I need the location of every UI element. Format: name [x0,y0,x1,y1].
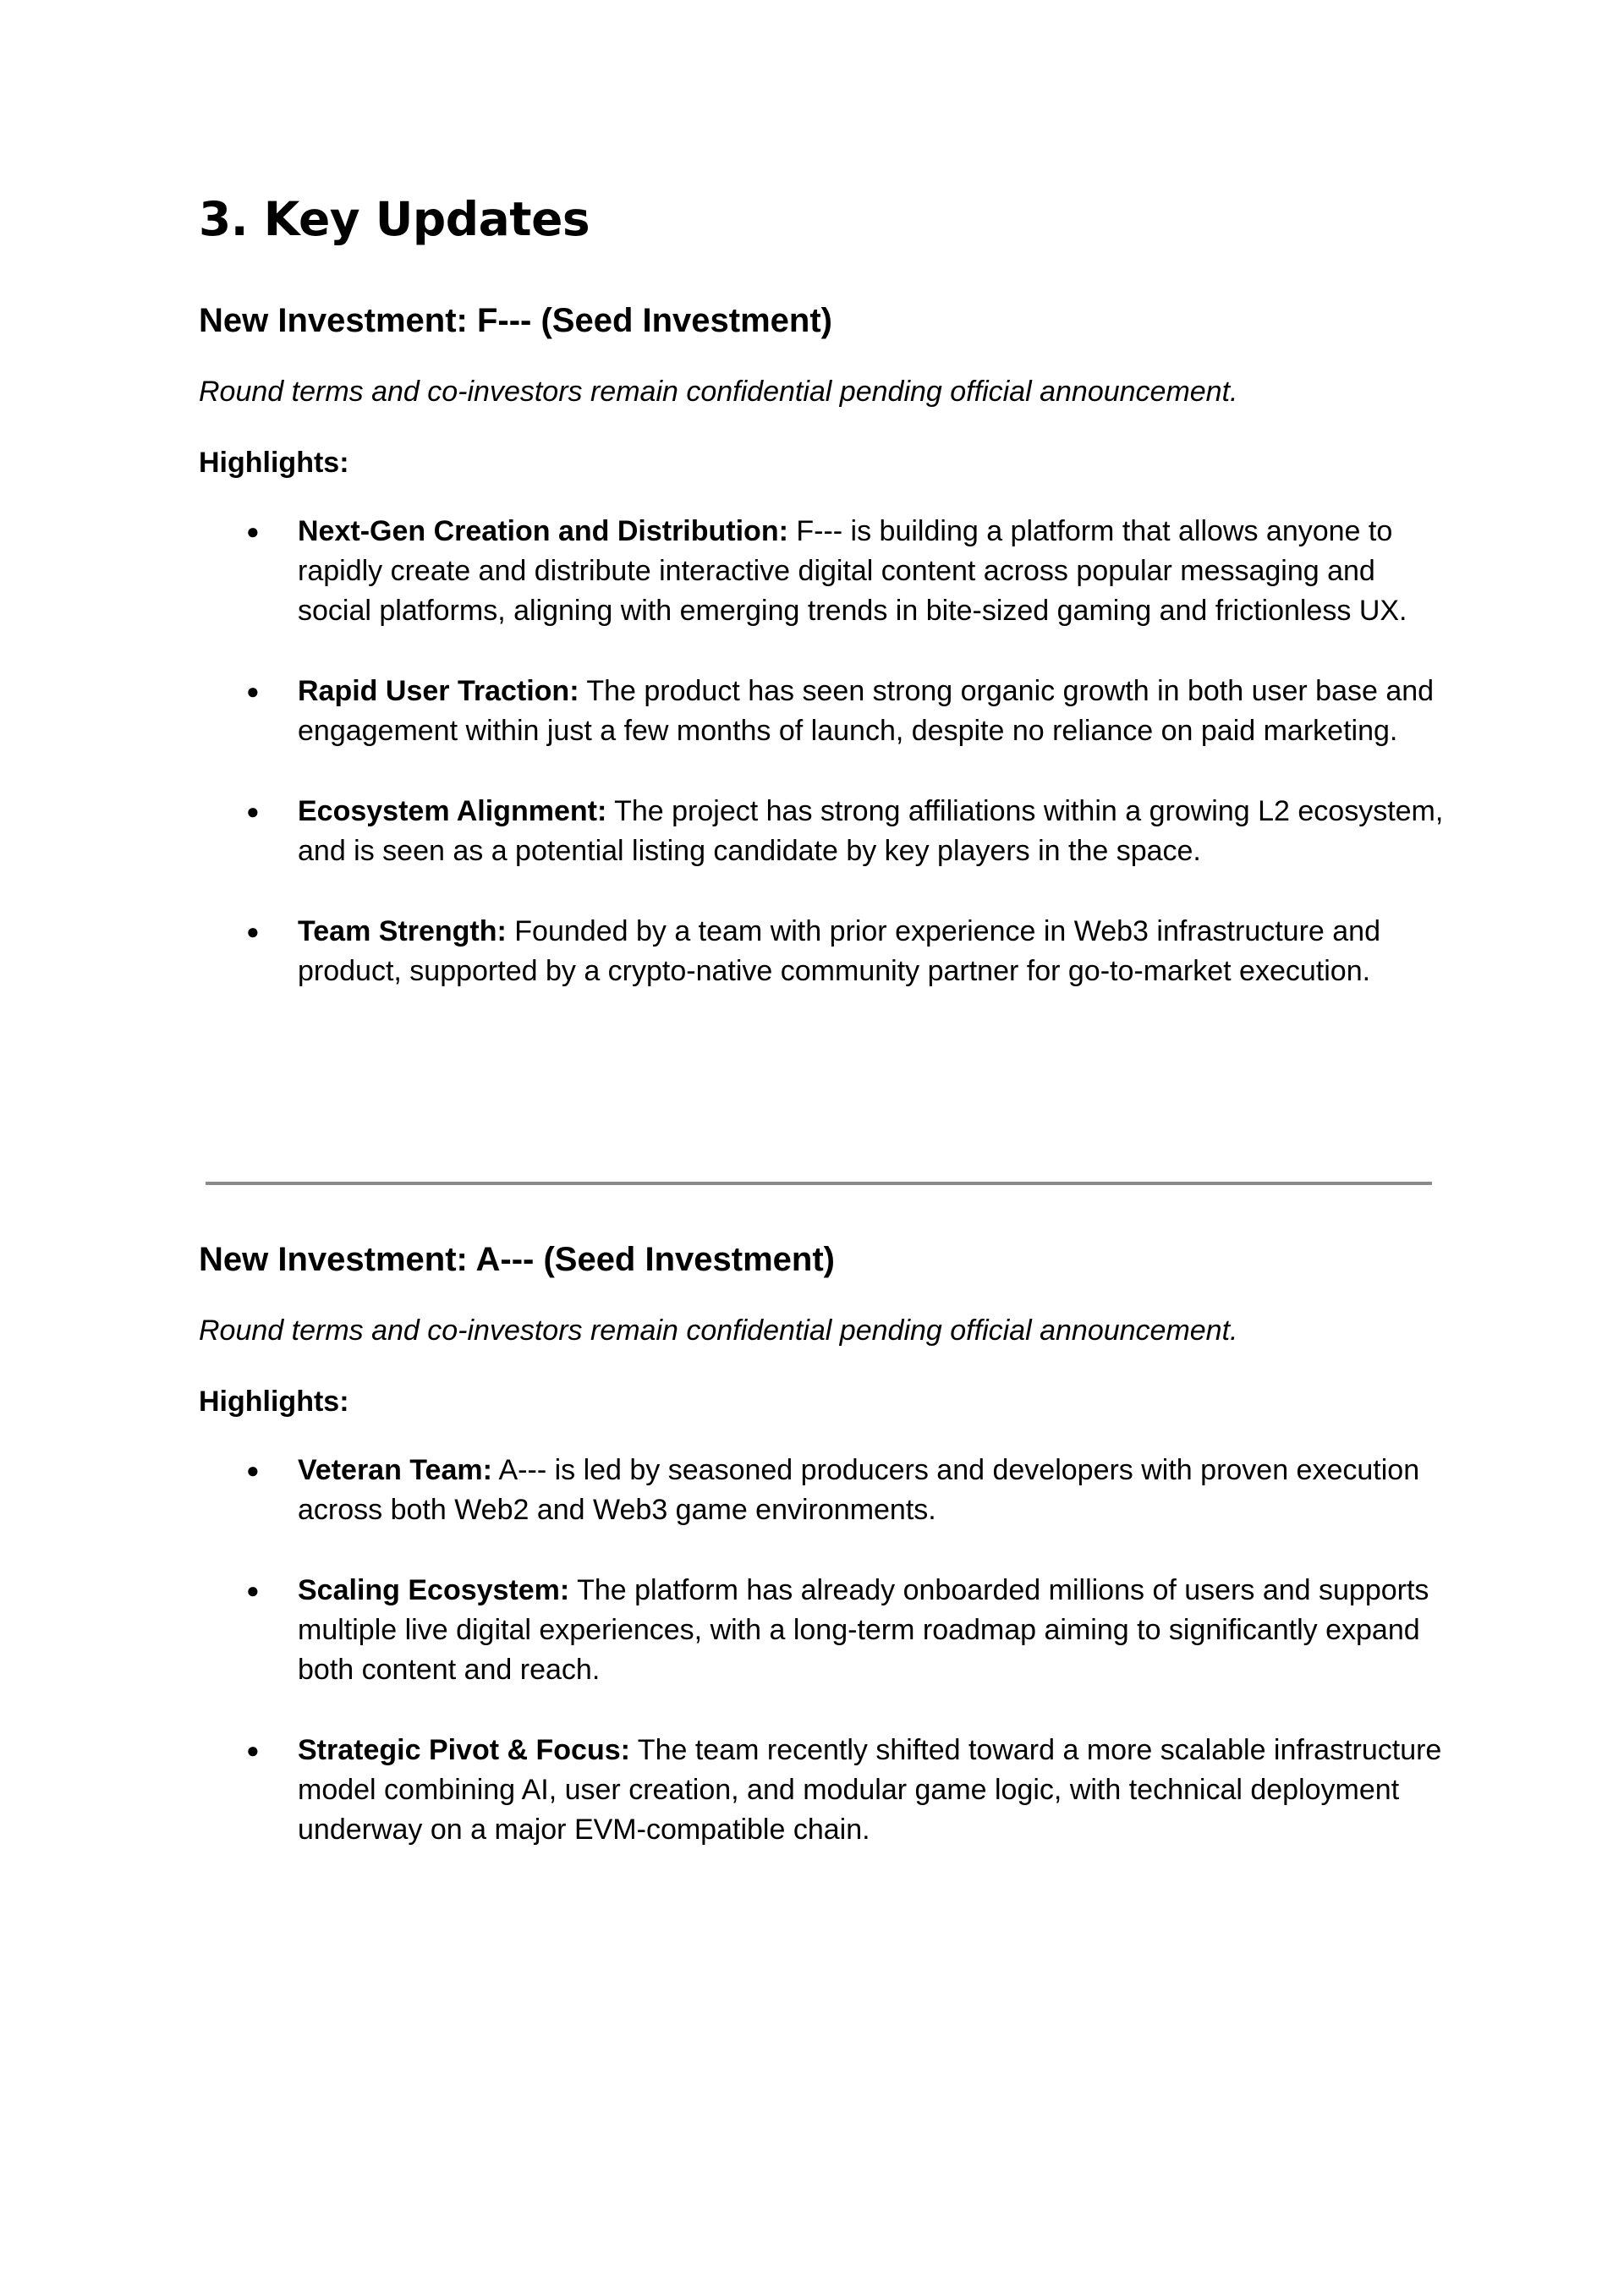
confidentiality-note: Round terms and co-investors remain confidential pending official announcement. [199,376,1238,408]
list-item [199,1451,1448,1530]
list-item [199,912,1448,991]
investment-section-f [199,300,1442,1032]
bullet-term: Scaling Ecosystem: [298,1574,570,1606]
section-divider [206,1182,1432,1185]
bullet-term: Team Strength: [298,915,507,947]
list-item [199,1571,1448,1690]
bullet-icon: ● [246,1737,260,1763]
bullet-term: Strategic Pivot & Focus: [298,1734,630,1766]
bullet-text: Founded by a team with prior experience in Web3 infrastructure and product, supported by a crypto-native community partner for go-to-market execution. [298,915,1380,987]
highlights-list [199,1451,1442,1850]
list-item [199,672,1448,751]
bullet-icon: ● [246,678,260,704]
page-title: 3. Key Updates [199,192,590,246]
section-heading: New Investment: F--- (Seed Investment) [199,302,833,339]
list-item [199,792,1448,871]
bullet-icon: ● [246,919,260,944]
bullet-icon: ● [246,1457,260,1483]
bullet-icon: ● [246,799,260,824]
bullet-text: A--- is led by seasoned producers and developers with proven execution across both Web2 and Web3 game environments. [298,1454,1420,1526]
highlights-label: Highlights: [199,447,349,479]
bullet-term: Rapid User Traction: [298,675,579,707]
confidentiality-note: Round terms and co-investors remain confidential pending official announcement. [199,1314,1238,1347]
bullet-text: The product has seen strong organic growth in both user base and engagement within just a few months of launch, despite no reliance on paid marketing. [298,675,1435,747]
list-item [199,1731,1448,1850]
highlights-label: Highlights: [199,1386,349,1418]
list-item [199,512,1448,631]
highlights-list [199,512,1442,991]
bullet-term: Ecosystem Alignment: [298,795,607,827]
bullet-icon: ● [246,1578,260,1603]
section-heading: New Investment: A--- (Seed Investment) [199,1241,835,1278]
bullet-icon: ● [246,519,260,544]
bullet-term: Veteran Team: [298,1454,492,1486]
bullet-term: Next-Gen Creation and Distribution: [298,515,788,547]
bullet-text: The team recently shifted toward a more scalable infrastructure model combining AI, user creation, and modular game logic, with technical deployment underway on a major EVM-compatible chain. [298,1734,1442,1846]
bullet-text: The project has strong affiliations within a growing L2 ecosystem, and is seen as a potential listing candidate by key players in the space. [298,795,1444,867]
bullet-text: The platform has already onboarded millions of users and supports multiple live digital experiences, with a long-term roadmap aiming to significantly expand both content and reach. [298,1574,1429,1686]
bullet-text: F--- is building a platform that allows anyone to rapidly create and distribute interactive digital content across popular messaging and social platforms, aligning with emerging trends in bite-sized gaming and frictionless UX. [298,515,1407,627]
investment-section-a [199,1239,1442,1891]
